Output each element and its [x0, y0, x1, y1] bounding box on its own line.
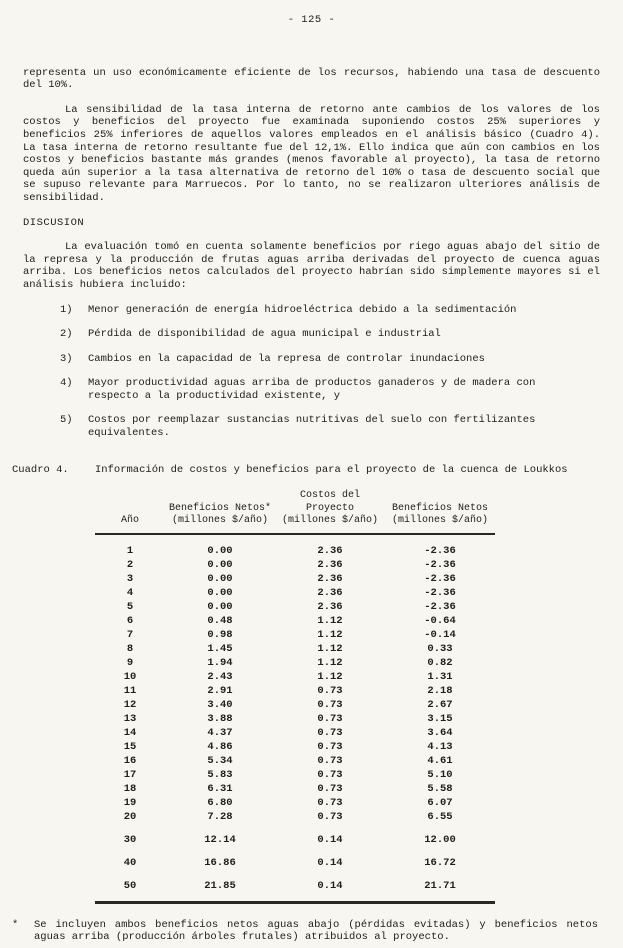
col-header-line: (millones $/año): [281, 515, 378, 527]
cell-value: 2.36: [317, 558, 343, 571]
cell-value: 2.36: [317, 544, 343, 557]
cell-value: 6.31: [207, 782, 233, 795]
cell-value: 1.12: [317, 670, 343, 683]
cell-value: 7.28: [207, 810, 233, 823]
paragraph-intro: representa un uso económicamente eficiente de los recursos, habiendo una tasa de descuento del 10%.: [23, 66, 600, 92]
cell-value: 4.86: [207, 740, 233, 753]
table-caption-text: Información de costos y beneficios para el proyecto de la cuenca de Loukkos: [95, 463, 568, 476]
col-header-line: (millones $/año): [391, 515, 488, 527]
cell-year: 18: [123, 782, 137, 795]
numbered-list: [60, 304, 600, 440]
cell-value: 16.86: [204, 856, 236, 869]
cell-value: 6.80: [207, 796, 233, 809]
cell-value: 5.10: [427, 768, 453, 781]
cell-value: 1.12: [317, 656, 343, 669]
cell-year: 1: [126, 544, 134, 557]
paragraph-sensitivity: La sensibilidad de la tasa interna de retorno ante cambios de los valores de los costos y beneficios del proyecto fue examinada suponiendo costos 25% superiores y beneficios 25% inferiores de aquellos valores empleados en el análisis básico (Cuadro 4). La tasa interna de retorno resultante fue del 12,1%. Ello indica que aún con cambios en los costos y beneficios bastante más grandes (menos favorable al proyecto), la tasa de retorno queda aún superior a la tasa alternativa de retorno del 10% o tasa de descuento social que se supuso relevante para Marruecos. Por lo tanto, no se realizaron ulteriores análisis de sensibilidad.: [23, 103, 600, 204]
data-table: [95, 490, 495, 904]
cell-value: 0.98: [207, 628, 233, 641]
cell-value: 0.00: [207, 586, 233, 599]
table-row: [95, 698, 495, 712]
cell-value: 0.48: [207, 614, 233, 627]
cell-value: 0.00: [207, 600, 233, 613]
table-row: [95, 572, 495, 586]
cell-value: 2.91: [207, 684, 233, 697]
cell-value: 2.43: [207, 670, 233, 683]
cell-value: 0.14: [317, 856, 343, 869]
table-row: [95, 726, 495, 740]
col-header-project-costs: [275, 490, 385, 534]
list-item-marker: 4): [60, 377, 73, 390]
table-row: [95, 670, 495, 684]
cell-year: 13: [123, 712, 137, 725]
cell-year: 14: [123, 726, 137, 739]
col-header-year: [95, 490, 165, 534]
cell-year: 50: [123, 879, 137, 892]
cell-value: 0.73: [317, 754, 343, 767]
cell-year: 19: [123, 796, 137, 809]
cell-value: 0.00: [207, 572, 233, 585]
cell-year: 16: [123, 754, 137, 767]
table-caption-label: Cuadro 4.: [12, 463, 69, 476]
cell-value: 5.34: [207, 754, 233, 767]
table-row: [95, 656, 495, 670]
cell-value: -2.36: [424, 544, 456, 557]
cell-year: 10: [123, 670, 137, 683]
cell-value: 12.00: [424, 833, 456, 846]
cell-value: 0.73: [317, 782, 343, 795]
list-item-text: Pérdida de disponibilidad de agua municipal e industrial: [88, 328, 441, 341]
cell-value: 0.73: [317, 684, 343, 697]
cell-value: 3.88: [207, 712, 233, 725]
cell-value: 3.15: [427, 712, 453, 725]
cell-value: 4.37: [207, 726, 233, 739]
cell-value: 0.73: [317, 810, 343, 823]
cell-value: 0.73: [317, 768, 343, 781]
list-item-text: Menor generación de energía hidroeléctrica debido a la sedimentación: [88, 303, 517, 316]
table-row: [95, 600, 495, 614]
cell-year: 11: [123, 684, 137, 697]
cell-value: 21.71: [424, 879, 456, 892]
discussion-heading: DISCUSION: [23, 216, 85, 229]
table-row: [95, 870, 495, 903]
cell-value: 16.72: [424, 856, 456, 869]
table-caption: [12, 464, 600, 477]
cell-value: 2.36: [317, 572, 343, 585]
cell-year: 6: [126, 614, 134, 627]
page-number: - 125 -: [287, 14, 336, 26]
cell-value: 1.12: [317, 642, 343, 655]
cell-year: 7: [126, 628, 134, 641]
cell-value: 4.13: [427, 740, 453, 753]
col-header-line: Beneficios Netos: [391, 502, 488, 514]
list-item: [60, 377, 600, 402]
cell-value: -2.36: [424, 558, 456, 571]
list-item-marker: 3): [60, 352, 73, 365]
cell-year: 30: [123, 833, 137, 846]
cell-value: 21.85: [204, 879, 236, 892]
cell-year: 40: [123, 856, 137, 869]
table-row: [95, 558, 495, 572]
cell-value: -2.36: [424, 600, 456, 613]
cell-value: 6.55: [427, 810, 453, 823]
cell-value: 5.83: [207, 768, 233, 781]
table-row: [95, 712, 495, 726]
list-item-text: Cambios en la capacidad de la represa de controlar inundaciones: [88, 352, 485, 365]
cell-value: 0.82: [427, 656, 453, 669]
list-item: [60, 414, 600, 439]
table-row: [95, 534, 495, 558]
table-row: [95, 824, 495, 847]
col-header-line: Año: [120, 515, 139, 527]
cell-year: 4: [126, 586, 134, 599]
col-header-net-benefits: [165, 490, 275, 534]
list-item: [60, 328, 600, 341]
cell-value: 0.73: [317, 712, 343, 725]
cell-value: 0.14: [317, 833, 343, 846]
cell-value: 1.31: [427, 670, 453, 683]
table-row: [95, 810, 495, 824]
cell-value: 0.33: [427, 642, 453, 655]
cell-year: 17: [123, 768, 137, 781]
list-item-marker: 1): [60, 303, 73, 316]
cell-value: 1.12: [317, 628, 343, 641]
cell-value: 0.73: [317, 698, 343, 711]
list-item-text: Costos por reemplazar sustancias nutritivas del suelo con fertilizantes equivalentes.: [88, 414, 536, 440]
cell-value: 4.61: [427, 754, 453, 767]
cell-year: 3: [126, 572, 134, 585]
cell-year: 5: [126, 600, 134, 613]
table-row: [95, 628, 495, 642]
cell-value: 2.36: [317, 586, 343, 599]
table-row: [95, 847, 495, 870]
cell-value: -2.36: [424, 572, 456, 585]
cell-value: -2.36: [424, 586, 456, 599]
col-header-net-result: [385, 490, 495, 534]
table-row: [95, 740, 495, 754]
table-row: [95, 642, 495, 656]
cell-year: 12: [123, 698, 137, 711]
cell-value: 0.00: [207, 544, 233, 557]
col-header-line: Costos del Proyecto: [299, 490, 360, 514]
cell-value: 6.07: [427, 796, 453, 809]
cell-value: 0.73: [317, 796, 343, 809]
cell-value: 3.64: [427, 726, 453, 739]
cell-value: 5.58: [427, 782, 453, 795]
footnote-text: Se incluyen ambos beneficios netos aguas abajo (pérdidas evitadas) y beneficios netos aguas arriba (producción árboles frutales) atribuidos al proyecto.: [34, 918, 598, 944]
cell-value: 2.67: [427, 698, 453, 711]
paragraph-discussion: La evaluación tomó en cuenta solamente beneficios por riego aguas abajo del sitio de la represa y la producción de frutas aguas arriba derivadas del proyecto de cuenca aguas arriba. Los beneficios netos calculados del proyecto habrían sido simplemente mayores si el análisis hubiera incluido:: [23, 241, 600, 291]
footnote-marker: *: [12, 918, 19, 931]
cell-value: 12.14: [204, 833, 236, 846]
table-row: [95, 782, 495, 796]
footnote: [12, 919, 600, 944]
cell-value: 0.73: [317, 740, 343, 753]
table-row: [95, 754, 495, 768]
cell-value: 1.12: [317, 614, 343, 627]
cell-value: 0.00: [207, 558, 233, 571]
cell-year: 20: [123, 810, 137, 823]
cell-value: -0.64: [424, 614, 456, 627]
table-row: [95, 614, 495, 628]
table-row: [95, 796, 495, 810]
col-header-line: Beneficios Netos*: [168, 502, 272, 514]
list-item: [60, 304, 600, 317]
cost-benefit-table: [95, 490, 495, 904]
table-row: [95, 586, 495, 600]
table-body: [95, 534, 495, 903]
cell-value: 1.45: [207, 642, 233, 655]
cell-value: 3.40: [207, 698, 233, 711]
cell-value: 2.18: [427, 684, 453, 697]
table-header-row: [95, 490, 495, 534]
cell-value: 2.36: [317, 600, 343, 613]
table-row: [95, 768, 495, 782]
list-item-text: Mayor productividad aguas arriba de productos ganaderos y de madera con respecto a la productividad existente, y: [88, 377, 536, 402]
cell-year: 8: [126, 642, 134, 655]
list-item: [60, 353, 600, 366]
col-header-line: (millones $/año): [171, 515, 268, 527]
cell-value: -0.14: [424, 628, 456, 641]
cell-year: 9: [126, 656, 134, 669]
cell-value: 1.94: [207, 656, 233, 669]
list-item-marker: 5): [60, 414, 73, 427]
cell-value: 0.14: [317, 879, 343, 892]
table-row: [95, 684, 495, 698]
list-item-marker: 2): [60, 328, 73, 341]
cell-year: 2: [126, 558, 134, 571]
cell-year: 15: [123, 740, 137, 753]
cell-value: 0.73: [317, 726, 343, 739]
